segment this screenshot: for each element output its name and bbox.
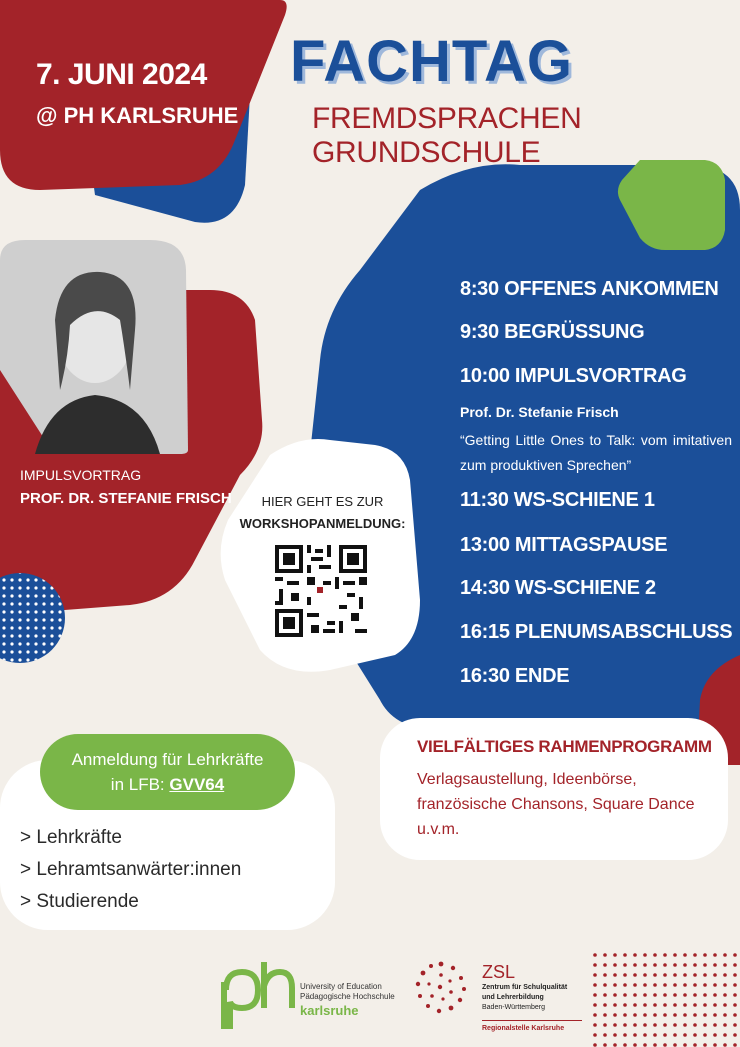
page-title: FACHTAG: [290, 29, 574, 94]
dot-grid-bottom-right: [590, 952, 740, 1047]
rahmenprogramm-title: VIELFÄLTIGES RAHMENPROGRAMM: [417, 737, 712, 756]
audience-item: > Lehramtsanwärter:innen: [20, 859, 242, 880]
zsl-text: Baden-Württemberg: [482, 1004, 546, 1011]
event-date: 7. JUNI 2024: [36, 58, 207, 91]
audience-item: > Lehrkräfte: [20, 827, 122, 848]
registration-code[interactable]: GVV64: [169, 775, 225, 794]
event-venue: @ PH KARLSRUHE: [36, 103, 239, 128]
schedule-item: 13:00 MITTAGSPAUSE: [460, 534, 668, 556]
schedule-item: 11:30 WS-SCHIENE 1: [460, 489, 655, 511]
ph-logo-icon: [220, 960, 298, 1030]
impuls-speaker-name: PROF. DR. STEFANIE FRISCH: [20, 490, 232, 507]
audience-item: > Studierende: [20, 891, 139, 912]
registration-code-line: [40, 775, 295, 795]
schedule-item: 10:00 IMPULSVORTRAG: [460, 365, 687, 387]
zsl-text: und Lehrerbildung: [482, 994, 544, 1001]
zsl-region: Regionalstelle Karlsruhe: [482, 1025, 565, 1032]
registration-prefix: in LFB:: [110, 775, 170, 794]
registration-text: Anmeldung für Lehrkräfte: [71, 750, 264, 769]
zsl-divider: [482, 1020, 582, 1021]
ph-logo-word: karlsruhe: [300, 1003, 359, 1018]
zsl-text: Zentrum für Schulqualität: [482, 984, 568, 991]
schedule-item: 16:15 PLENUMSABSCHLUSS: [460, 621, 733, 643]
qr-code[interactable]: [275, 545, 367, 637]
zsl-logo-icon: [412, 958, 470, 1016]
ph-logo-text: Pädagogische Hochschule: [300, 992, 395, 1001]
speaker-photo: [0, 240, 190, 455]
schedule-item: 14:30 WS-SCHIENE 2: [460, 577, 656, 599]
qr-caption: HIER GEHT ES ZUR: [261, 494, 384, 509]
ph-logo-text: University of Education: [300, 982, 382, 991]
talk-title: “Getting Little Ones to Talk: vom imitativen zum produktiven Sprechen”: [460, 432, 732, 473]
zsl-abbreviation: ZSL: [482, 962, 516, 982]
schedule-item: 8:30 OFFENES ANKOMMEN: [460, 278, 719, 300]
schedule-item: 16:30 ENDE: [460, 665, 570, 687]
schedule-item: 9:30 BEGRÜSSUNG: [460, 321, 645, 343]
registration-pill: [40, 734, 295, 810]
talk-speaker: Prof. Dr. Stefanie Frisch: [460, 404, 619, 420]
qr-caption-bold: WORKSHOPANMELDUNG:: [239, 516, 406, 531]
impuls-label: IMPULSVORTRAG: [20, 467, 142, 483]
page-subtitle: FREMDSPRACHEN GRUNDSCHULE: [312, 102, 582, 169]
rahmenprogramm-text: Verlagsaustellung, Ideenbörse, französische Chansons, Square Dance u.v.m.: [417, 771, 695, 838]
